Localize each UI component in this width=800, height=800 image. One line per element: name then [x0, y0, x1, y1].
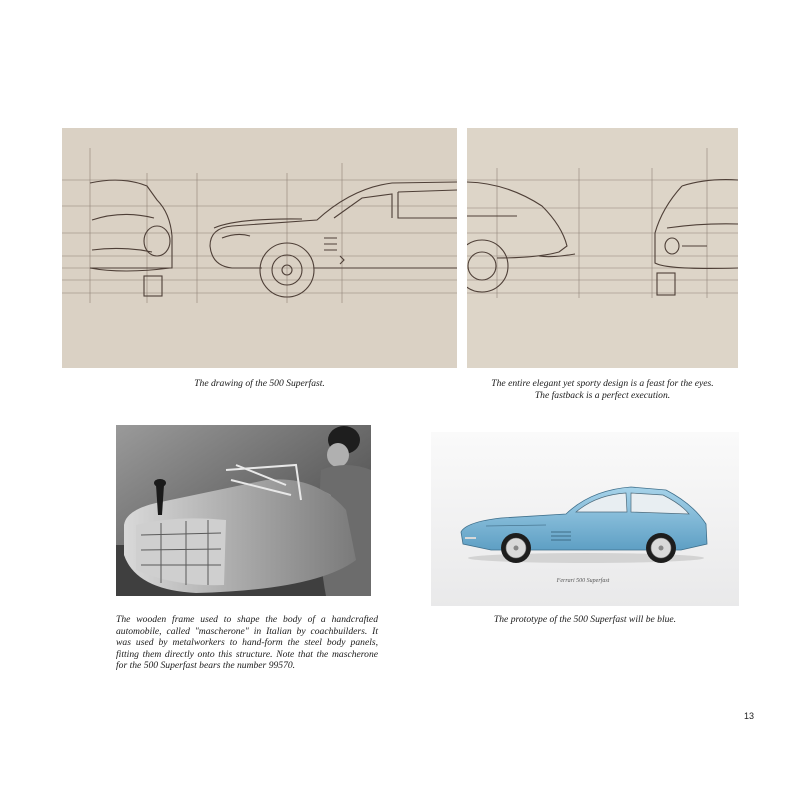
drawing-front-sketch — [62, 128, 457, 368]
caption-line: The fastback is a perfect execution. — [534, 389, 671, 401]
caption-line: The entire elegant yet sporty design is a feast for the eyes. — [491, 378, 714, 389]
caption-line: The prototype of the 500 Superfast will be blue. — [493, 614, 677, 625]
caption-line: The drawing of the 500 Superfast. — [194, 378, 325, 389]
caption-wooden-frame — [116, 614, 378, 672]
wooden-frame-photo — [116, 425, 371, 596]
caption-line: fitting them directly onto this structure. Note that the mascherone — [116, 648, 378, 660]
drawing-rear-sketch — [467, 128, 738, 368]
caption-line: The wooden frame used to shape the body of a handcrafted — [116, 614, 378, 625]
caption-prototype — [431, 614, 739, 626]
caption-drawing — [62, 378, 457, 390]
caption-design — [467, 378, 738, 401]
caption-line: automobile, called "mascherone" in Italian by coachbuilders. It — [116, 625, 378, 637]
drawing-rear-image — [467, 128, 738, 368]
page-number: 13 — [744, 711, 755, 721]
prototype-illustration — [431, 432, 739, 606]
wooden-frame-scene — [116, 425, 371, 596]
sketch-signature: Ferrari 500 Superfast — [556, 578, 610, 584]
drawing-front-image — [62, 128, 457, 368]
caption-line: for the 500 Superfast bears the number 99570. — [116, 660, 296, 671]
caption-line: was used by metalworkers to hand-form the steel body panels, — [116, 637, 378, 648]
prototype-car-illustration — [431, 432, 739, 606]
